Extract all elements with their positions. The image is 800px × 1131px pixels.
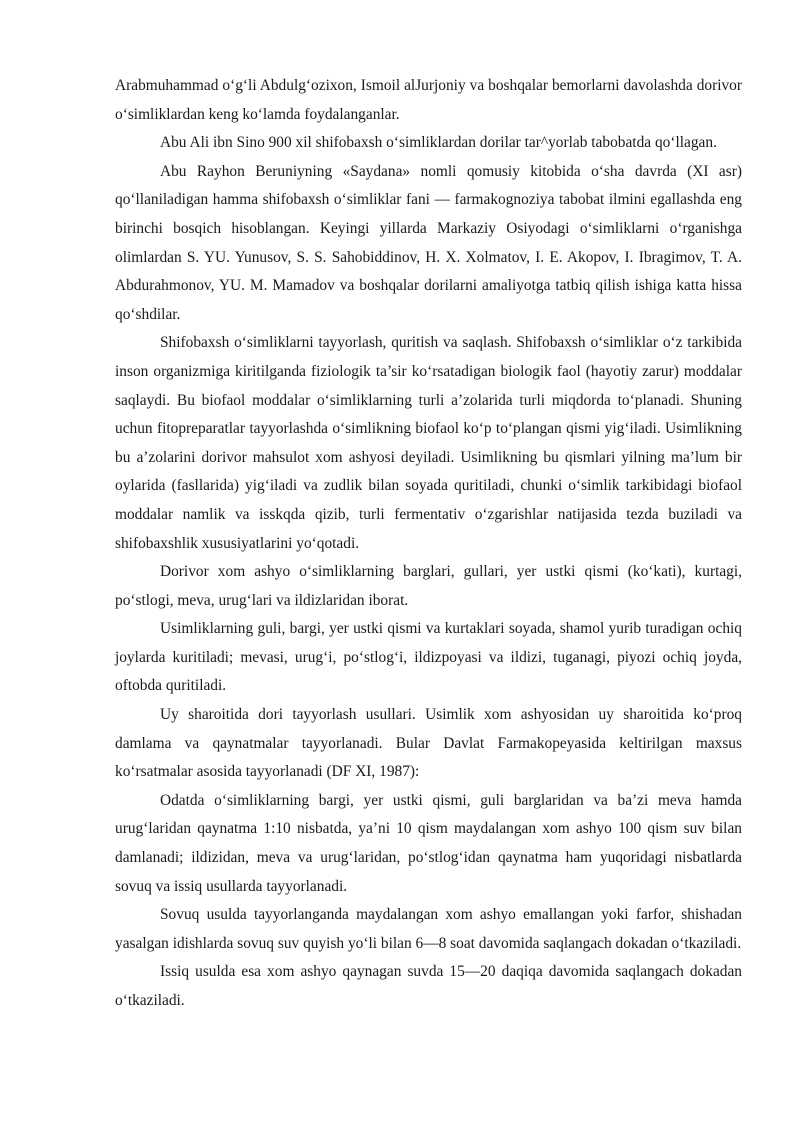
paragraph-hot-method: Issiq usulda esa xom ashyo qaynagan suvda 15—20 daqiqa davomida saqlangach dokadan o‘tkaziladi. <box>115 963 742 1009</box>
paragraph-raw-material: Dorivor xom ashyo o‘simliklarning barglari, gullari, yer ustki qismi (ko‘kati), kurtagi, po‘stlogi, meva, urug‘lari va ildizlaridan iborat. <box>115 563 742 609</box>
paragraph-preparation: Shifobaxsh o‘simliklarni tayyorlash, quritish va saqlash. Shifobaxsh o‘simliklar o‘z tarkibida inson organizmiga kiritilganda fiziologik ta’sir ko‘rsatadigan biologik faol (hayotiy zarur) moddalar saqlaydi. Bu biofaol moddalar o‘simliklarning turli a’zolarida turli miqdorda to‘planadi. Shuning uchun fitopreparatlar tayyorlashda o‘simlikning biofaol ko‘p to‘plangan qismi yig‘iladi. Usimlikning bu a’zolarini dorivor mahsulot xom ashyosi deyiladi. Usimlikning bu qismlari yilning ma’lum bir oylarida (fasllarida) yig‘iladi va zudlik bilan soyada quritiladi, chunki o‘simlik tarkibidagi biofaol moddalar namlik va isskqda qizib, turli fermentativ o‘zgarishlar natijasida tezda buziladi va shifobaxshlik xususiyatlarini yo‘qotadi. <box>115 334 742 552</box>
paragraph-cold-method: Sovuq usulda tayyorlanganda maydalangan xom ashyo emallangan yoki farfor, shishadan yasalgan idishlarda sovuq suv quyish yo‘li bilan 6—8 soat davomida saqlangach dokadan o‘tkaziladi. <box>115 906 742 952</box>
paragraph-beruniy: Abu Rayhon Beruniyning «Saydana» nomli qomusiy kitobida o‘sha davrda (XI asr) qo‘llaniladigan hamma shifobaxsh o‘simliklar fani — farmakognoziya tabobat ilmini egallashda eng birinchi bosqich hisoblangan. Keyingi yillarda Markaziy Osiyodagi o‘simliklarni o‘rganishga olimlardan S. YU. Yunusov, S. S. Sahobiddinov, H. X. Xolmatov, I. E. Akopov, I. Ibragimov, T. A. Abdurahmonov, YU. M. Mamadov va boshqalar dorilarni amaliyotga tatbiq qilish ishiga katta hissa qo‘shdilar. <box>115 162 742 323</box>
document-page <box>115 72 742 1016</box>
paragraph-decoction-ratio: Odatda o‘simliklarning bargi, yer ustki qismi, guli barglaridan va ba’zi meva hamda urug‘laridan qaynatma 1:10 nisbatda, ya’ni 10 qism maydalangan xom ashyo 100 qism suv bilan damlanadi; ildizidan, meva va urug‘laridan, po‘stlog‘idan qaynatma ham yuqoridagi nisbatlarda sovuq va issiq usullarda tayyorlanadi. <box>115 791 742 895</box>
paragraph-ibn-sino: Abu Ali ibn Sino 900 xil shifobaxsh o‘simliklardan dorilar tar^yorlab tabobatda qo‘llagan. <box>160 134 717 152</box>
paragraph-home-methods: Uy sharoitida dori tayyorlash usullari. Usimlik xom ashyosidan uy sharoitida ko‘proq damlama va qaynatmalar tayyorlanadi. Bular Davlat Farmakopeyasida keltirilgan maxsus ko‘rsatmalar asosida tayyorlanadi (DF XI, 1987): <box>115 706 742 781</box>
paragraph-continued: Arabmuhammad o‘g‘li Abdulg‘ozixon, Ismoil alJurjoniy va boshqalar bemorlarni davolashda dorivor o‘simliklardan keng ko‘lamda foydalanganlar. <box>115 77 742 123</box>
paragraph-drying: Usimliklarning guli, bargi, yer ustki qismi va kurtaklari soyada, shamol yurib turadigan ochiq joylarda kuritiladi; mevasi, urug‘i, po‘stlog‘i, ildizpoyasi va ildizi, tuganagi, piyozi ochiq joyda, oftobda quritiladi. <box>115 620 742 695</box>
